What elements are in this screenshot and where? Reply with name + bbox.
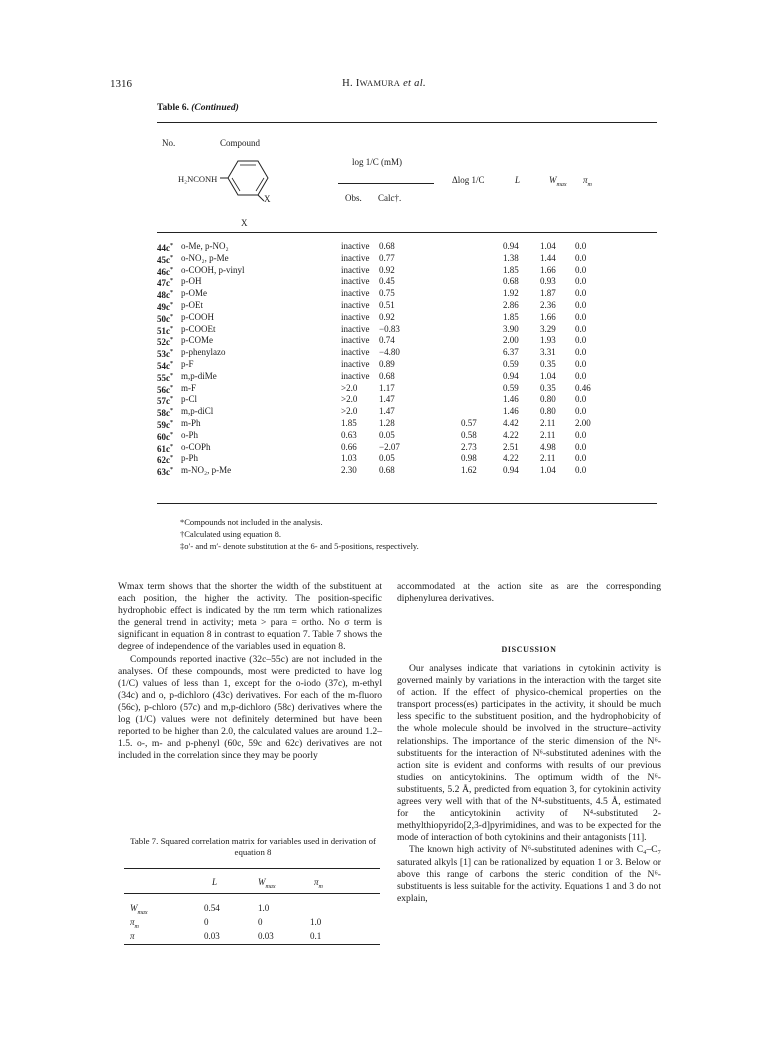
- table6-row: [157, 265, 657, 277]
- table6-cell-value-L: 1.46: [503, 406, 519, 417]
- table6-cell-delta-log: 0.58: [461, 429, 477, 440]
- table6-cell-value-pim: 0.0: [575, 288, 587, 299]
- table6-cell-excluded-mark: *: [170, 266, 173, 273]
- table6-col-W: [549, 175, 567, 188]
- table6-row: [157, 312, 657, 324]
- running-head-prefix: H. I: [342, 78, 360, 89]
- body-left-column: [118, 581, 382, 762]
- table6-cell-log-obs: 0.63: [341, 429, 357, 440]
- table7-row-label-main: π: [130, 931, 135, 941]
- table6-cell-value-Wmax: 1.04: [540, 241, 556, 251]
- table6-cell-delta-log: 0.98: [461, 453, 477, 464]
- table7-col-W: [258, 877, 276, 890]
- table6-row: [157, 442, 657, 454]
- table6-cell-compound-substituent: p-phenylazo: [181, 347, 226, 358]
- table6-cell-value-pim: 0.0: [575, 370, 587, 381]
- table6-row: [157, 394, 657, 406]
- table6-cell-compound-number: 63c: [157, 467, 170, 478]
- table6-cell-excluded-mark: *: [170, 243, 173, 249]
- table6-cell-value-pim: 0.0: [575, 241, 587, 251]
- table6-cell-excluded-mark: *: [170, 467, 173, 474]
- table7-row-label-sub: max: [137, 909, 148, 916]
- table6-row: [157, 371, 657, 383]
- table6-row: [157, 253, 657, 265]
- table7-col-W-main: W: [258, 877, 266, 887]
- table6-cell-value-L: 4.42: [503, 417, 519, 428]
- table6-cell-value-Wmax: 2.11: [540, 453, 556, 464]
- table6-cell-value-L: 2.86: [503, 299, 519, 310]
- discussion-heading: DISCUSSION: [501, 645, 557, 654]
- table6-cell-compound-substituent: o-COPh: [181, 441, 211, 452]
- table6-cell-value-L: 3.90: [503, 323, 519, 334]
- body-right-column-top: [397, 581, 661, 605]
- table6-cell-log-obs: inactive: [341, 323, 370, 334]
- table6-cell-excluded-mark: *: [170, 431, 173, 438]
- table6-cell-value-pim: 0.0: [575, 358, 587, 369]
- table6-cell-value-Wmax: 0.35: [540, 382, 556, 393]
- table6-cell-log-calc: 0.05: [379, 429, 395, 440]
- table7-header-rule: [124, 893, 380, 894]
- table6-row: [157, 453, 657, 465]
- table6-cell-excluded-mark: *: [170, 337, 173, 344]
- table6-row: [157, 359, 657, 371]
- table6-cell-compound-number: 55c: [157, 372, 170, 383]
- table6-cell-compound-substituent: m-F: [181, 382, 197, 393]
- table7-cell-W: 1.0: [258, 903, 270, 913]
- table6-cell-compound-substituent: m,p-diMe: [181, 370, 217, 381]
- table6-row: [157, 465, 657, 477]
- table6-row: [157, 347, 657, 359]
- table6-cell-excluded-mark: *: [170, 384, 173, 391]
- table6-cell-compound-number: 56c: [157, 384, 170, 395]
- table6-cell-excluded-mark: *: [170, 396, 173, 403]
- table6-cell-log-calc: 1.28: [379, 417, 395, 428]
- table6-cell-value-Wmax: 1.66: [540, 264, 556, 275]
- table6-cell-value-L: 1.85: [503, 264, 519, 275]
- table6-cell-log-calc: 0.51: [379, 299, 395, 310]
- table6-cell-log-calc: −4.80: [379, 347, 400, 358]
- table6-cell-excluded-mark: *: [170, 278, 173, 285]
- table6-cell-value-Wmax: 1.04: [540, 370, 556, 381]
- table6-cell-compound-substituent: o-Ph: [181, 429, 199, 440]
- table6-cell-compound-number: 54c: [157, 360, 170, 371]
- table6-cell-value-pim: 2.00: [575, 417, 591, 428]
- table7-col-pi-sub: m: [318, 883, 323, 890]
- table6-cell-excluded-mark: *: [170, 349, 173, 356]
- body-right-paragraph-1: accommodated at the action site as are the corresponding diphenylurea derivatives.: [397, 581, 661, 605]
- table6-cell-value-Wmax: 1.93: [540, 335, 556, 346]
- table6-cell-log-calc: 0.45: [379, 276, 395, 287]
- table6-cell-compound-substituent: m,p-diCl: [181, 406, 214, 417]
- table6-col-W-sub: max: [556, 181, 567, 188]
- table6-cell-log-obs: 2.30: [341, 465, 357, 476]
- table6-cell-value-L: 0.68: [503, 276, 519, 287]
- table6-cell-value-Wmax: 2.11: [540, 417, 556, 428]
- table6-cell-delta-log: 2.73: [461, 441, 477, 452]
- table6-cell-compound-number: 60c: [157, 431, 170, 442]
- table6-cell-log-obs: 1.85: [341, 417, 357, 428]
- running-head: [0, 78, 768, 89]
- table6-cell-log-obs: inactive: [341, 288, 370, 299]
- table7-cell-pi: 0.1: [310, 931, 322, 941]
- table6-row: [157, 300, 657, 312]
- table6-cell-value-Wmax: 0.80: [540, 394, 556, 405]
- table7-top-rule: [124, 868, 380, 869]
- table6-cell-log-obs: inactive: [341, 311, 370, 322]
- table6-top-rule: [157, 122, 657, 123]
- table6-cell-compound-number: 46c: [157, 266, 170, 277]
- table7-col-L: L: [212, 877, 218, 887]
- table6-cell-value-Wmax: 1.44: [540, 252, 556, 263]
- table7-cell-W: 0: [258, 917, 263, 927]
- table6-cell-value-pim: 0.0: [575, 264, 587, 275]
- table6-col-pi-main: π: [583, 175, 588, 185]
- structure-x-below: X: [241, 218, 248, 228]
- table6-cell-compound-number: 45c: [157, 254, 170, 265]
- table7-cell-L: 0.03: [204, 931, 220, 941]
- table6-row: [157, 241, 657, 253]
- running-head-suffix: et al.: [400, 78, 426, 89]
- table6-cell-log-obs: >2.0: [341, 382, 358, 393]
- table6-col-pi-sub: m: [587, 181, 592, 188]
- table6-cell-excluded-mark: *: [170, 301, 173, 308]
- table6-cell-log-calc: 0.74: [379, 335, 395, 346]
- table7-row-label: [130, 931, 135, 944]
- table6-cell-value-L: 6.37: [503, 347, 519, 358]
- table6-cell-value-Wmax: 1.66: [540, 311, 556, 322]
- page-number: 1316: [110, 78, 132, 90]
- table7-col-pi: [314, 877, 323, 890]
- structure-x-right: X: [264, 194, 271, 204]
- table6-log-subrule: [338, 183, 434, 184]
- table6-cell-excluded-mark: *: [170, 408, 173, 415]
- table6-row: [157, 418, 657, 430]
- table6-cell-value-pim: 0.0: [575, 252, 587, 263]
- table6-cell-value-pim: 0.0: [575, 465, 587, 476]
- table6-cell-value-L: 2.51: [503, 441, 519, 452]
- table6-cell-log-calc: 0.68: [379, 370, 395, 381]
- table6-cell-value-Wmax: 0.80: [540, 406, 556, 417]
- table6-cell-compound-substituent: p-Ph: [181, 453, 199, 464]
- table6-cell-compound-substituent: o-COOH, p-vinyl: [181, 264, 245, 275]
- table6-cell-excluded-mark: *: [170, 313, 173, 320]
- table6-caption-italic: (Continued): [191, 103, 239, 113]
- table6-col-W-main: W: [549, 175, 557, 185]
- table6-cell-compound-substituent: p-F: [181, 358, 194, 369]
- table6-cell-compound-substituent: o-NO₂, p-Me: [181, 252, 229, 263]
- table6-caption-prefix: Table 6.: [157, 103, 192, 113]
- table6-cell-compound-substituent: m-NO₂, p-Me: [181, 465, 232, 476]
- table6-caption: [157, 103, 239, 113]
- table6-cell-log-obs: 1.03: [341, 453, 357, 464]
- table6-cell-log-calc: −0.83: [379, 323, 400, 334]
- table6-cell-log-calc: 0.92: [379, 311, 395, 322]
- table6-cell-excluded-mark: *: [170, 455, 173, 462]
- table6-cell-log-calc: 0.68: [379, 465, 395, 476]
- table6-cell-compound-number: 59c: [157, 419, 170, 430]
- table6-cell-value-L: 4.22: [503, 453, 519, 464]
- table6-cell-value-Wmax: 4.98: [540, 441, 556, 452]
- table7-cell-pi: 1.0: [310, 917, 322, 927]
- table6-cell-excluded-mark: *: [170, 254, 173, 261]
- table6-cell-value-L: 4.22: [503, 429, 519, 440]
- table7-row-label-sub: m: [134, 923, 139, 930]
- table7-col-W-sub: max: [265, 883, 276, 890]
- table6-cell-log-obs: inactive: [341, 241, 370, 251]
- table6-cell-excluded-mark: *: [170, 325, 173, 332]
- table6-cell-log-calc: −2.07: [379, 441, 400, 452]
- table6-cell-value-pim: 0.0: [575, 335, 587, 346]
- table6-cell-compound-number: 49c: [157, 301, 170, 312]
- table6-cell-delta-log: 0.57: [461, 417, 477, 428]
- table6-cell-log-obs: inactive: [341, 264, 370, 275]
- body-right-column: [397, 663, 661, 905]
- table6-cell-log-obs: inactive: [341, 358, 370, 369]
- table6-col-log-group: log 1/C (mM): [352, 157, 403, 167]
- table6-header-rule: [157, 232, 657, 233]
- table6-cell-value-pim: 0.46: [575, 382, 591, 393]
- table7-bottom-rule: [124, 944, 380, 945]
- table6-cell-value-L: 0.94: [503, 370, 519, 381]
- table6-cell-log-calc: 1.17: [379, 382, 395, 393]
- table6-cell-excluded-mark: *: [170, 360, 173, 367]
- table6-col-calc: Calc†.: [378, 193, 402, 203]
- table6-cell-value-L: 0.59: [503, 382, 519, 393]
- table6-cell-delta-log: 1.62: [461, 465, 477, 476]
- table6-cell-log-calc: 0.89: [379, 358, 395, 369]
- table6-cell-value-pim: 0.0: [575, 311, 587, 322]
- table7-cell-L: 0.54: [204, 903, 220, 913]
- table6-cell-value-pim: 0.0: [575, 347, 587, 358]
- table7-row-label-main: W: [130, 903, 138, 913]
- table6-cell-compound-number: 61c: [157, 443, 170, 454]
- table6-cell-value-Wmax: 1.04: [540, 465, 556, 476]
- table6-cell-number-wrap: [157, 465, 173, 479]
- table6-row: [157, 383, 657, 395]
- table6-cell-log-obs: >2.0: [341, 406, 358, 417]
- structure-substituent-left: H₂NCONH: [178, 174, 218, 184]
- table6-col-dlog: Δlog 1/C: [452, 175, 485, 185]
- table6-cell-log-obs: inactive: [341, 370, 370, 381]
- table6-cell-compound-substituent: p-OH: [181, 276, 202, 287]
- table6-cell-log-obs: inactive: [341, 335, 370, 346]
- table6-cell-compound-number: 50c: [157, 313, 170, 324]
- benzene-ring-structure: [218, 155, 278, 215]
- table6-row: [157, 288, 657, 300]
- table6-cell-value-Wmax: 2.11: [540, 429, 556, 440]
- body-left-paragraph-1: Wmax term shows that the shorter the width of the substituent at each position, the higher the activity. The position-specific hydrophobic effect is indicated by the πm term which rationalizes the general trend in activity; meta > para = ortho. No σ term is significant in equation 8 in contrast to equation 7. Table 7 shows the degree of independence of the variables used in equation 8.: [118, 581, 382, 653]
- table7-cell-L: 0: [204, 917, 209, 927]
- table6-cell-value-L: 1.85: [503, 311, 519, 322]
- table6-cell-value-L: 2.00: [503, 335, 519, 346]
- table6-cell-value-L: 0.94: [503, 241, 519, 251]
- table6-bottom-rule: [157, 503, 657, 504]
- table6-cell-value-L: 0.94: [503, 465, 519, 476]
- table6-cell-value-Wmax: 0.93: [540, 276, 556, 287]
- running-head-smallcaps: WAMURA: [359, 78, 401, 88]
- table6-cell-value-pim: 0.0: [575, 323, 587, 334]
- table6-cell-compound-number: 52c: [157, 337, 170, 348]
- table7-cell-W: 0.03: [258, 931, 274, 941]
- table6-cell-log-calc: 0.05: [379, 453, 395, 464]
- table6-cell-log-calc: 0.75: [379, 288, 395, 299]
- table6-cell-compound-substituent: o-Me, p-NO₂: [181, 241, 229, 251]
- table6-cell-compound-substituent: m-Ph: [181, 417, 201, 428]
- table6-cell-value-pim: 0.0: [575, 429, 587, 440]
- table6-col-obs: Obs.: [345, 193, 362, 203]
- table6-cell-excluded-mark: *: [170, 290, 173, 297]
- body-right-paragraph-2: Our analyses indicate that variations in cytokinin activity is governed mainly by variations in the interaction with the target site of action. If the effect of physico-chemical properties on the transport process(es) participates in the activity, it should be much less specific to the substituent position, and the hydrophobicity of the whole molecule should be involved in the structure–activity relationships. The importance of the steric dimension of the N⁶-substituents for the interaction of N⁶-substituted adenines with the action site is evident and conforms with results of our previous studies on anticytokinins. The optimum width of the N⁶-substituents, 5.2 Å, predicted from equation 3, for cytokinin activity agrees very well with that of the N⁴-substituents, 4.5 Å, estimated for the anticytokinin activity of N⁴-substituted 2-methylthiopyrido[2,3-d]pyrimidines, and was to be expected for the mode of interaction of both cytokinins and their antagonists [11].: [397, 663, 661, 844]
- table6-cell-compound-substituent: p-OMe: [181, 288, 207, 299]
- table6-cell-value-pim: 0.0: [575, 406, 587, 417]
- body-right-paragraph-3: The known high activity of N⁶-substituted adenines with C₄–C₇ saturated alkyls [1] can be rationalized by equation 1 or 3. Below or above this range of carbons the steric condition of the N⁶-substituents is less suitable for the activity. Equations 1 and 3 do not explain,: [397, 844, 661, 904]
- table7-caption: Table 7. Squared correlation matrix for variables used in derivation of equation 8: [130, 836, 376, 857]
- table6-col-no: No.: [162, 138, 176, 148]
- table6-cell-log-calc: 1.47: [379, 406, 395, 417]
- table6-cell-log-obs: inactive: [341, 276, 370, 287]
- table6-cell-value-Wmax: 0.35: [540, 358, 556, 369]
- table6-cell-compound-substituent: p-COOH: [181, 311, 214, 322]
- table6-cell-value-pim: 0.0: [575, 394, 587, 405]
- table6-cell-log-calc: 0.77: [379, 252, 395, 263]
- table6-cell-log-obs: inactive: [341, 347, 370, 358]
- table6-cell-value-Wmax: 3.31: [540, 347, 556, 358]
- table6-footnote-1: *Compounds not included in the analysis.: [180, 517, 323, 527]
- table6-cell-compound-substituent: p-COMe: [181, 335, 213, 346]
- table6-cell-compound-number: 53c: [157, 349, 170, 360]
- table6-col-pi: [583, 175, 592, 188]
- table6-cell-compound-number: 51c: [157, 325, 170, 336]
- table6-row: [157, 324, 657, 336]
- table6-cell-log-obs: inactive: [341, 299, 370, 310]
- table6-footnote-2: †Calculated using equation 8.: [180, 529, 282, 539]
- table6-cell-compound-substituent: p-OEt: [181, 299, 203, 310]
- table6-cell-compound-number: 62c: [157, 455, 170, 466]
- table6-cell-log-obs: >2.0: [341, 394, 358, 405]
- table6-col-compound: Compound: [220, 138, 261, 148]
- table6-cell-value-L: 0.59: [503, 358, 519, 369]
- table6-cell-value-L: 1.92: [503, 288, 519, 299]
- table6-row: [157, 430, 657, 442]
- table6-cell-compound-number: 48c: [157, 290, 170, 301]
- table7-row-label: [130, 903, 148, 916]
- table6-cell-value-L: 1.46: [503, 394, 519, 405]
- table6-cell-value-pim: 0.0: [575, 441, 587, 452]
- table6-cell-log-calc: 0.68: [379, 241, 395, 251]
- table6-cell-value-Wmax: 3.29: [540, 323, 556, 334]
- table6-cell-value-pim: 0.0: [575, 453, 587, 464]
- table7-row-label-main: π: [130, 917, 135, 927]
- table6-cell-compound-substituent: p-COOEt: [181, 323, 216, 334]
- table6-cell-compound-number: 44c: [157, 243, 170, 253]
- table7-row-label: [130, 917, 139, 930]
- table6-cell-value-pim: 0.0: [575, 299, 587, 310]
- table6-cell-excluded-mark: *: [170, 372, 173, 379]
- table6-cell-value-Wmax: 2.36: [540, 299, 556, 310]
- table6-cell-excluded-mark: *: [170, 443, 173, 450]
- table6-cell-log-calc: 0.92: [379, 264, 395, 275]
- table6-col-L: L: [515, 175, 521, 185]
- body-left-paragraph-2: Compounds reported inactive (32c–55c) are not included in the analyses. Of these compounds, most were predicted to have log (1/C) values of less than 1, except for the o-iodo (37c), m-ethyl (34c) and o, p-dichloro (43c) derivatives. For each of the m-fluoro (56c), p-chloro (57c) and m,p-dichloro (58c) derivatives where the log (1/C) values were not definitely determined but have been reported to be higher than 2.0, the calculated values are around 1.2–1.5. o-, m- and p-phenyl (60c, 59c and 62c) derivatives are not included in the correlation since they may be poorly: [118, 653, 382, 762]
- table6-row: [157, 406, 657, 418]
- table6-footnote-3: ‡o′- and m′- denote substitution at the 6- and 5-positions, respectively.: [180, 541, 419, 551]
- table6-cell-compound-substituent: p-Cl: [181, 394, 198, 405]
- table6-row: [157, 335, 657, 347]
- table6-cell-compound-number: 47c: [157, 278, 170, 289]
- table6-cell-log-obs: 0.66: [341, 441, 357, 452]
- table6-row: [157, 276, 657, 288]
- table6-cell-value-Wmax: 1.87: [540, 288, 556, 299]
- table6-cell-log-obs: inactive: [341, 252, 370, 263]
- table6-body: [157, 241, 657, 477]
- table7-col-pi-main: π: [314, 877, 319, 887]
- table6-cell-value-L: 1.38: [503, 252, 519, 263]
- table6-cell-excluded-mark: *: [170, 419, 173, 426]
- table6-cell-compound-number: 58c: [157, 408, 170, 419]
- table6-cell-compound-number: 57c: [157, 396, 170, 407]
- table6-cell-value-pim: 0.0: [575, 276, 587, 287]
- table6-cell-log-calc: 1.47: [379, 394, 395, 405]
